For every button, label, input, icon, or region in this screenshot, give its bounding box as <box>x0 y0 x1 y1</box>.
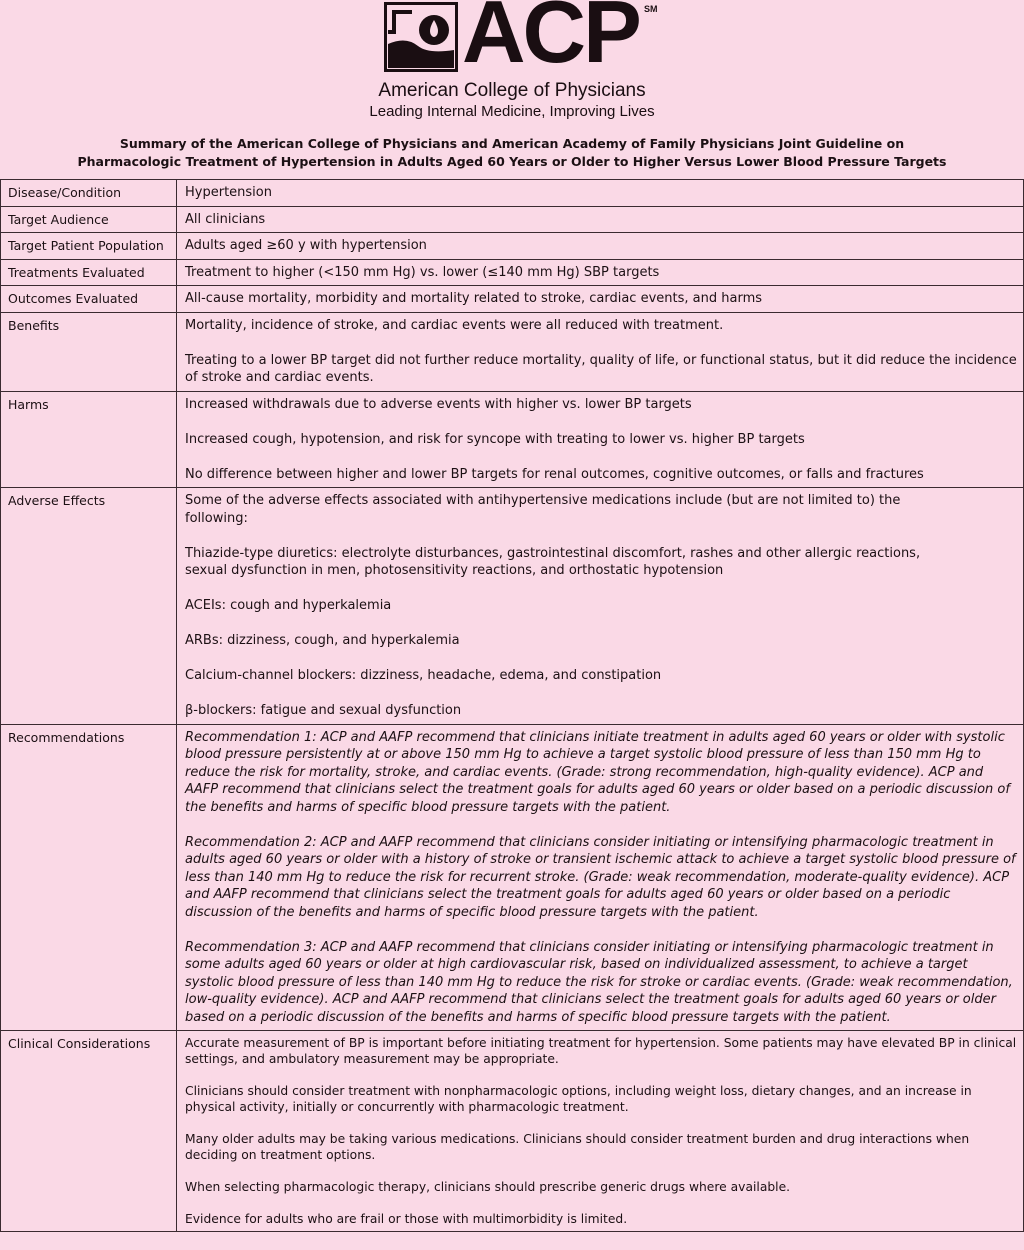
title-line: Pharmacologic Treatment of Hypertension in Adults Aged 60 Years or Older to Higher Versus Lower Blood Pressure Targets <box>77 154 947 169</box>
content-paragraph: When selecting pharmacologic therapy, clinicians should prescribe generic drugs where available. <box>185 1180 791 1194</box>
row-label: Disease/Condition <box>1 180 177 207</box>
row-content <box>177 312 1024 391</box>
organization-name: American College of Physicians <box>378 80 646 101</box>
content-paragraph: Calcium-channel blockers: dizziness, headache, edema, and constipation <box>185 668 662 683</box>
row-content <box>177 180 1024 207</box>
row-content <box>177 488 1024 725</box>
row-content <box>177 259 1024 286</box>
guideline-summary-table <box>0 179 1024 1232</box>
table-row <box>1 312 1024 391</box>
row-content <box>177 206 1024 233</box>
document-title <box>0 135 1024 171</box>
row-label: Adverse Effects <box>1 488 177 725</box>
page-header <box>0 0 1024 180</box>
row-label: Target Audience <box>1 206 177 233</box>
row-content <box>177 1031 1024 1232</box>
content-paragraph: Adults aged ≥60 y with hypertension <box>185 238 427 253</box>
title-line: Summary of the American College of Physicians and American Academy of Family Physicians Joint Guideline on <box>119 136 905 151</box>
row-label: Benefits <box>1 312 177 391</box>
content-paragraph: No difference between higher and lower BP targets for renal outcomes, cognitive outcomes, or falls and fractures <box>185 466 924 482</box>
content-paragraph: ACEIs: cough and hyperkalemia <box>185 598 392 613</box>
content-paragraph: Recommendation 3: ACP and AAFP recommend that clinicians consider initiating or intensifying pharmacologic treatment in some adults aged 60 years or older at high cardiovascular risk, based on individualized assessment, to achieve a target systolic blood pressure of less than 140 mm Hg to reduce the risk for stroke or cardiac events. (Grade: weak recommendation, low-quality evidence). ACP and AAFP recommend that clinicians select the treatment goals for adults aged 60 years or older based on a periodic discussion of the benefits and harms of specific blood pressure targets with the patient. <box>185 939 1013 1025</box>
row-label: Treatments Evaluated <box>1 259 177 286</box>
row-label: Target Patient Population <box>1 233 177 260</box>
content-paragraph: Evidence for adults who are frail or those with multimorbidity is limited. <box>185 1212 628 1226</box>
content-paragraph: Hypertension <box>185 185 272 200</box>
content-paragraph: Some of the adverse effects associated with antihypertensive medications include (but are not limited to) the following: <box>185 493 901 526</box>
service-mark: SM <box>644 4 658 14</box>
table-row <box>1 286 1024 313</box>
organization-tagline: Leading Internal Medicine, Improving Lives <box>369 103 655 120</box>
row-label: Recommendations <box>1 724 177 1031</box>
acp-emblem-icon <box>384 2 458 72</box>
content-paragraph: ARBs: dizziness, cough, and hyperkalemia <box>185 633 460 648</box>
table-row <box>1 391 1024 488</box>
table-row <box>1 724 1024 1031</box>
content-paragraph: Increased cough, hypotension, and risk for syncope with treating to lower vs. higher BP targets <box>185 431 805 447</box>
content-paragraph: Clinicians should consider treatment with nonpharmacologic options, including weight loss, dietary changes, and an increase in physical activity, initially or concurrently with pharmacologic treatment. <box>185 1084 972 1114</box>
content-paragraph: Treating to a lower BP target did not further reduce mortality, quality of life, or functional status, but it did reduce the incidence of stroke and cardiac events. <box>185 352 1017 385</box>
row-content <box>177 391 1024 488</box>
content-paragraph: Increased withdrawals due to adverse events with higher vs. lower BP targets <box>185 396 692 412</box>
row-content <box>177 286 1024 313</box>
table-row <box>1 206 1024 233</box>
content-paragraph: Recommendation 1: ACP and AAFP recommend that clinicians initiate treatment in adults aged 60 years or older with systolic blood pressure persistently at or above 150 mm Hg to achieve a target systolic blood pressure of less than 150 mm Hg to reduce the risk for mortality, stroke, and cardiac events. (Grade: strong recommendation, high-quality evidence). ACP and AAFP recommend that clinicians select the treatment goals for adults aged 60 years or older based on a periodic discussion of the benefits and harms of specific blood pressure targets with the patient. <box>185 729 1010 815</box>
row-content <box>177 724 1024 1031</box>
content-paragraph: Accurate measurement of BP is important before initiating treatment for hypertension. Some patients may have elevated BP in clinical settings, and ambulatory measurement may be appropriate. <box>185 1036 1017 1066</box>
row-content <box>177 233 1024 260</box>
row-label: Harms <box>1 391 177 488</box>
content-paragraph: β-blockers: fatigue and sexual dysfunction <box>185 703 462 718</box>
table-row <box>1 259 1024 286</box>
content-paragraph: Treatment to higher (<150 mm Hg) vs. lower (≤140 mm Hg) SBP targets <box>185 264 660 280</box>
table-row <box>1 1031 1024 1232</box>
row-label: Clinical Considerations <box>1 1031 177 1232</box>
table-row <box>1 180 1024 207</box>
content-paragraph: Recommendation 2: ACP and AAFP recommend that clinicians consider initiating or intensifying pharmacologic treatment in adults aged 60 years or older with a history of stroke or transient ischemic attack to achieve a target systolic blood pressure of less than 140 mm Hg to reduce the risk for recurrent stroke. (Grade: weak recommendation, moderate-quality evidence). ACP and AAFP recommend that clinicians select the treatment goals for adults aged 60 years or older based on a periodic discussion of the benefits and harms of specific blood pressure targets with the patient. <box>185 834 1016 920</box>
content-paragraph: All clinicians <box>185 211 266 227</box>
table-row <box>1 488 1024 725</box>
content-paragraph: All-cause mortality, morbidity and mortality related to stroke, cardiac events, and harms <box>185 291 763 306</box>
content-paragraph: Mortality, incidence of stroke, and cardiac events were all reduced with treatment. <box>185 317 724 333</box>
content-paragraph: Many older adults may be taking various medications. Clinicians should consider treatment burden and drug interactions when deciding on treatment options. <box>185 1132 970 1162</box>
row-label: Outcomes Evaluated <box>1 286 177 313</box>
logo-wordmark: ACP <box>462 0 639 81</box>
table-row <box>1 233 1024 260</box>
content-paragraph: Thiazide-type diuretics: electrolyte disturbances, gastrointestinal discomfort, rashes and other allergic reactions, sexual dysfunction in men, photosensitivity reactions, and orthostatic hypotension <box>185 545 921 578</box>
